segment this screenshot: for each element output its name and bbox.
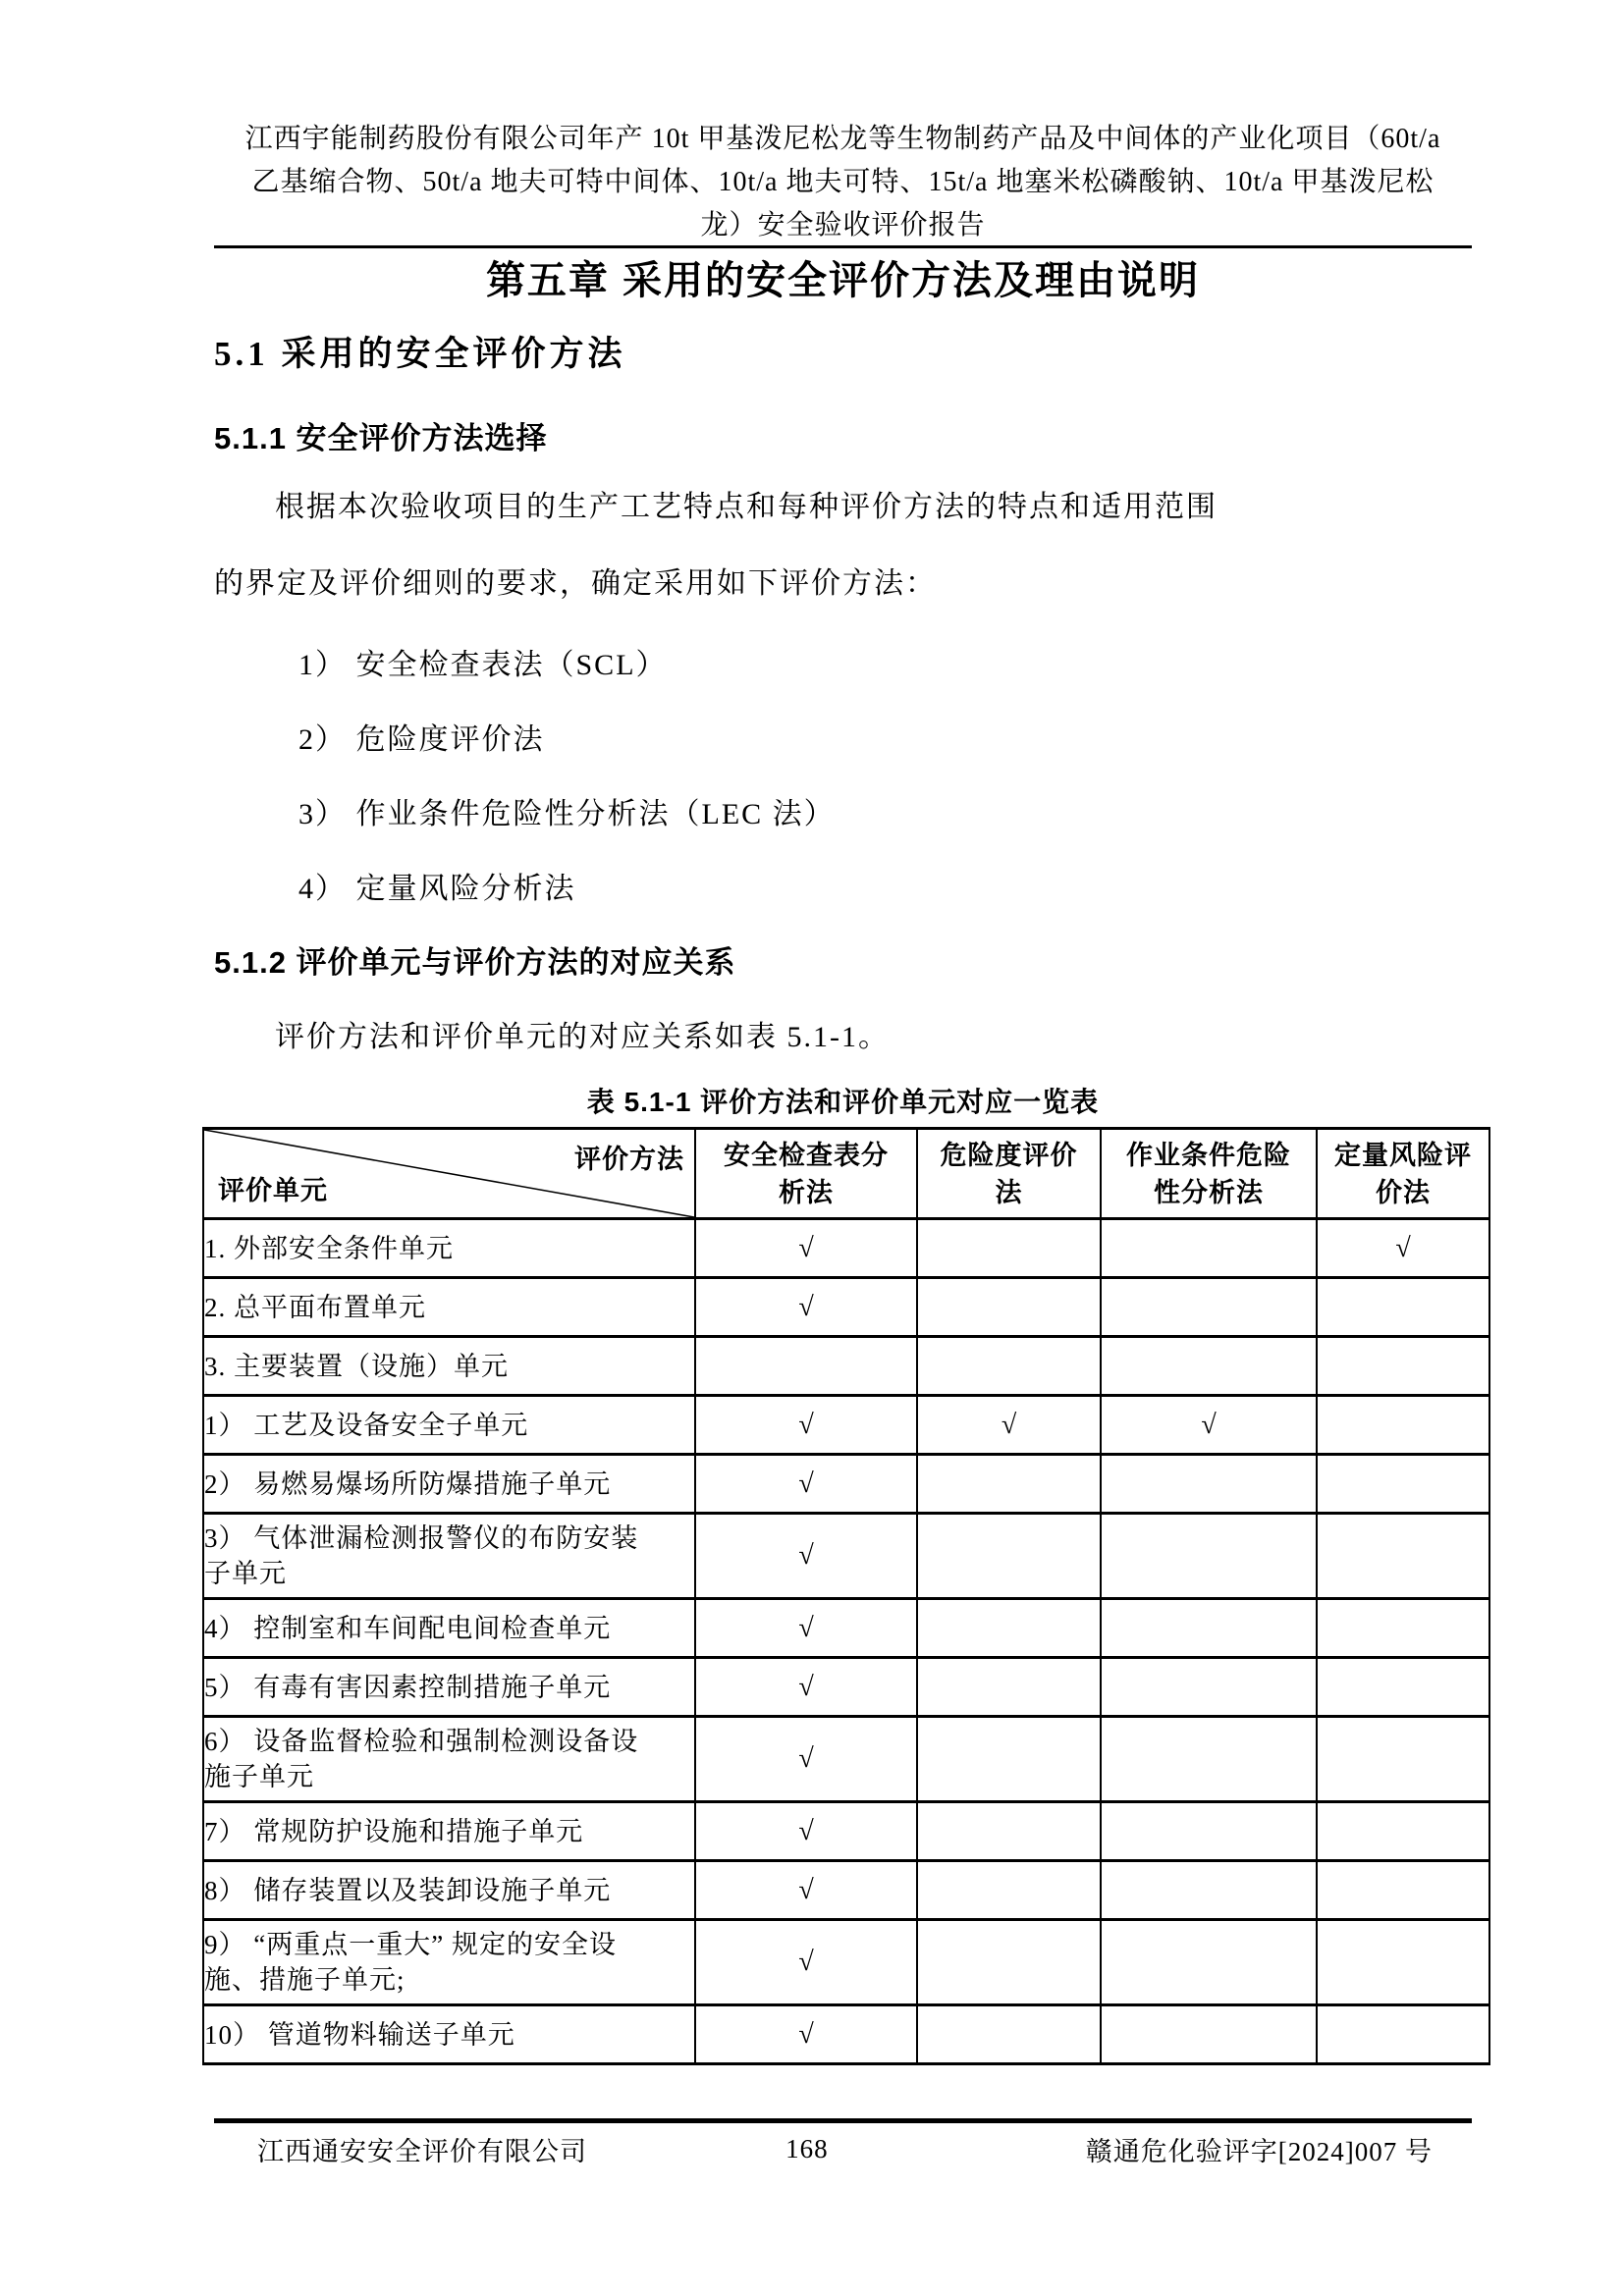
section-heading-5-1: 5.1 采用的安全评价方法 <box>214 335 626 373</box>
unit-label-line: 8） 储存装置以及装卸设施子单元 <box>204 1875 612 1905</box>
table-row <box>203 1861 1489 1920</box>
methods-list <box>214 628 1472 927</box>
method-list-item: 1） 安全检查表法（SCL） <box>298 649 668 681</box>
unit-label-line: 1） 工艺及设备安全子单元 <box>204 1410 529 1440</box>
footer-page-number: 168 <box>785 2134 829 2163</box>
table-row <box>203 1599 1489 1658</box>
empty-cell <box>1101 1514 1317 1599</box>
unit-label-cell <box>203 1514 695 1599</box>
empty-cell <box>1317 1396 1489 1455</box>
empty-cell <box>917 1802 1101 1861</box>
empty-cell <box>917 1514 1101 1599</box>
unit-label-line: 施子单元 <box>204 1762 314 1791</box>
empty-cell <box>917 1337 1101 1396</box>
table-caption: 表 5.1-1 评价方法和评价单元对应一览表 <box>586 1087 1100 1117</box>
column-header-line: 价法 <box>1376 1177 1431 1207</box>
table-header-row <box>203 1129 1489 1219</box>
empty-cell <box>1317 1337 1489 1396</box>
check-mark: √ <box>1317 1219 1489 1278</box>
column-header <box>695 1129 917 1219</box>
unit-label-cell <box>203 1717 695 1802</box>
unit-label-line: 施、措施子单元; <box>204 1965 406 1995</box>
column-header <box>917 1129 1101 1219</box>
unit-label-cell <box>203 1802 695 1861</box>
check-mark: √ <box>695 1717 917 1802</box>
empty-cell <box>1317 1599 1489 1658</box>
paragraph-line: 的界定及评价细则的要求，确定采用如下评价方法： <box>214 567 937 600</box>
table-body <box>203 1219 1489 2064</box>
footer-doc-number: 赣通危化验评字[2024]007 号 <box>1085 2137 1433 2166</box>
empty-cell <box>917 1717 1101 1802</box>
unit-label-line: 子单元 <box>204 1559 287 1588</box>
empty-cell <box>1101 1920 1317 2005</box>
unit-label-cell <box>203 2005 695 2064</box>
column-header-line: 作业条件危险 <box>1126 1140 1291 1170</box>
empty-cell <box>1101 1861 1317 1920</box>
empty-cell <box>1317 1278 1489 1337</box>
unit-label-cell <box>203 1278 695 1337</box>
empty-cell <box>1101 1455 1317 1514</box>
table-row <box>203 1658 1489 1717</box>
column-header-line: 安全检查表分 <box>724 1140 889 1170</box>
footer-company: 江西通安安全评价有限公司 <box>257 2137 587 2166</box>
unit-label-cell <box>203 1455 695 1514</box>
empty-cell <box>917 1920 1101 2005</box>
check-mark: √ <box>695 1219 917 1278</box>
header-divider <box>214 245 1472 248</box>
method-list-item: 4） 定量风险分析法 <box>298 873 576 905</box>
table-row <box>203 1514 1489 1599</box>
empty-cell <box>1317 1717 1489 1802</box>
empty-cell <box>1101 1599 1317 1658</box>
column-header-line: 定量风险评 <box>1334 1140 1472 1170</box>
unit-label-cell <box>203 1599 695 1658</box>
table-row <box>203 2005 1489 2064</box>
corner-label-units: 评价单元 <box>218 1176 328 1205</box>
unit-label-cell <box>203 1337 695 1396</box>
column-header-line: 法 <box>995 1177 1023 1207</box>
empty-cell <box>1317 1802 1489 1861</box>
unit-label-line: 3） 气体泄漏检测报警仪的布防安装 <box>204 1523 639 1553</box>
chapter-title: 第五章 采用的安全评价方法及理由说明 <box>485 259 1201 302</box>
column-header-line: 危险度评价 <box>940 1140 1078 1170</box>
check-mark: √ <box>695 1455 917 1514</box>
footer-divider <box>214 2118 1472 2123</box>
check-mark: √ <box>695 1802 917 1861</box>
unit-label-line: 9） “两重点一重大” 规定的安全设 <box>204 1930 617 1959</box>
corner-label-methods: 评价方法 <box>574 1145 684 1174</box>
empty-cell <box>1101 1337 1317 1396</box>
table-row <box>203 1455 1489 1514</box>
unit-label-line: 5） 有毒有害因素控制措施子单元 <box>204 1672 612 1702</box>
header-line: 乙基缩合物、50t/a 地夫可特中间体、10t/a 地夫可特、15t/a 地塞米松磷酸钠、10t/a 甲基泼尼松 <box>251 167 1435 197</box>
empty-cell <box>917 1455 1101 1514</box>
table-row <box>203 1920 1489 2005</box>
section-heading-5-1-2: 5.1.2 评价单元与评价方法的对应关系 <box>214 945 736 980</box>
unit-label-line: 4） 控制室和车间配电间检查单元 <box>204 1613 612 1643</box>
check-mark: √ <box>695 1514 917 1599</box>
unit-label-line: 7） 常规防护设施和措施子单元 <box>204 1816 584 1846</box>
empty-cell <box>1101 1278 1317 1337</box>
check-mark: √ <box>695 1920 917 2005</box>
empty-cell <box>1317 1514 1489 1599</box>
unit-label-line: 3. 主要装置（设施）单元 <box>204 1351 509 1381</box>
empty-cell <box>1101 1219 1317 1278</box>
check-mark: √ <box>695 1861 917 1920</box>
column-header <box>1101 1129 1317 1219</box>
table-row <box>203 1337 1489 1396</box>
table-row <box>203 1717 1489 1802</box>
unit-label-line: 1. 外部安全条件单元 <box>204 1233 454 1263</box>
corner-header-cell <box>203 1129 695 1219</box>
method-list-item: 2） 危险度评价法 <box>298 723 545 756</box>
unit-label-line: 10） 管道物料输送子单元 <box>204 2019 515 2050</box>
empty-cell <box>1317 1920 1489 2005</box>
check-mark: √ <box>695 1278 917 1337</box>
empty-cell <box>1101 1658 1317 1717</box>
table-row <box>203 1278 1489 1337</box>
unit-label-cell <box>203 1396 695 1455</box>
check-mark: √ <box>695 1599 917 1658</box>
paragraph-table-reference: 评价方法和评价单元的对应关系如表 5.1-1。 <box>275 1021 890 1053</box>
header-line: 江西宇能制药股份有限公司年产 10t 甲基泼尼松龙等生物制药产品及中间体的产业化项目（60t/a <box>244 124 1441 154</box>
empty-cell <box>1317 2005 1489 2064</box>
table-row <box>203 1219 1489 1278</box>
column-header-line: 性分析法 <box>1154 1177 1264 1207</box>
page-footer <box>214 2130 1472 2168</box>
check-mark: √ <box>695 2005 917 2064</box>
empty-cell <box>917 1658 1101 1717</box>
empty-cell <box>917 1219 1101 1278</box>
column-header <box>1317 1129 1489 1219</box>
empty-cell <box>695 1337 917 1396</box>
check-mark: √ <box>695 1658 917 1717</box>
unit-label-cell <box>203 1920 695 2005</box>
empty-cell <box>917 1278 1101 1337</box>
paragraph-line: 根据本次验收项目的生产工艺特点和每种评价方法的特点和适用范围 <box>275 491 1218 523</box>
empty-cell <box>1317 1861 1489 1920</box>
table-row <box>203 1396 1489 1455</box>
check-mark: √ <box>695 1396 917 1455</box>
empty-cell <box>917 1599 1101 1658</box>
section-heading-5-1-1: 5.1.1 安全评价方法选择 <box>214 421 548 455</box>
method-list-item: 3） 作业条件危险性分析法（LEC 法） <box>298 798 836 830</box>
unit-label-line: 2） 易燃易爆场所防爆措施子单元 <box>204 1468 612 1499</box>
empty-cell <box>917 2005 1101 2064</box>
table-row <box>203 1802 1489 1861</box>
unit-label-cell <box>203 1219 695 1278</box>
unit-label-cell <box>203 1861 695 1920</box>
empty-cell <box>1101 2005 1317 2064</box>
empty-cell <box>1317 1658 1489 1717</box>
empty-cell <box>1101 1717 1317 1802</box>
unit-label-line: 6） 设备监督检验和强制检测设备设 <box>204 1727 639 1756</box>
empty-cell <box>917 1861 1101 1920</box>
unit-label-line: 2. 总平面布置单元 <box>204 1292 426 1322</box>
header-line: 龙）安全验收评价报告 <box>700 210 986 240</box>
unit-label-cell <box>203 1658 695 1717</box>
check-mark: √ <box>917 1396 1101 1455</box>
methods-units-table <box>202 1127 1490 2065</box>
report-header-note <box>214 118 1472 247</box>
column-header-line: 析法 <box>779 1177 834 1207</box>
empty-cell <box>1101 1802 1317 1861</box>
check-mark: √ <box>1101 1396 1317 1455</box>
paragraph-method-selection <box>214 469 1472 622</box>
empty-cell <box>1317 1455 1489 1514</box>
